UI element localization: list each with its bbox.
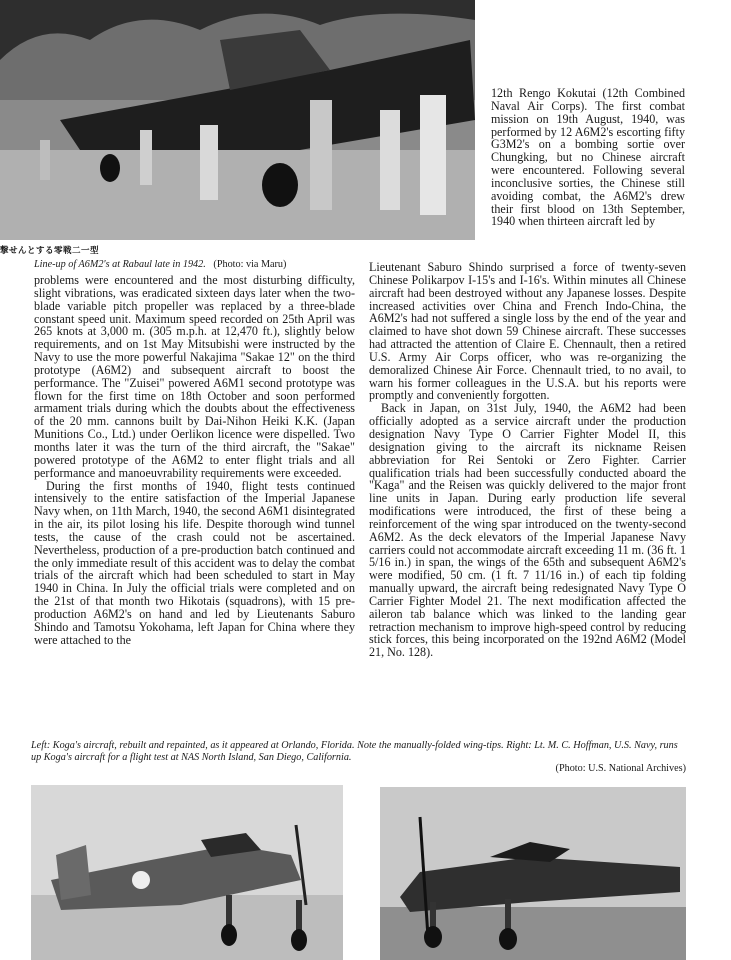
- japanese-photo-caption: 撃せんとする零戦二一型: [0, 246, 100, 256]
- paragraph: During the first months of 1940, flight tests continued intensively to the entire satisfaction of the Imperial Japanese Navy when, on 11th March, 1940, the second A6M1 disintegrated in the air, its pilot losing his life. Despite thorough wind tunnel tests, the cause of the crash could not be ascertained. Nevertheless, production of a pre-production batch continued and the only immediate result of this accident was to delay the combat trials of the aircraft which had been scheduled to start in May 1940 in China. In July the official trials were completed and on the 21st of that month two Hikotais (squadrons), with 15 pre-production A6M2's on hand and led by Lieutenants Saburo Shindo and Tamotsu Yokohama, left Japan for China where they were attached to the: [34, 478, 355, 647]
- top-photo-credit: (Photo: via Maru): [213, 259, 287, 270]
- top-photo-caption-text: Line-up of A6M2's at Rabaul late in 1942.: [34, 259, 206, 270]
- bottom-photo-caption-text: Left: Koga's aircraft, rebuilt and repainted, as it appeared at Orlando, Florida. Note the manually-folded wing-tips. Right: Lt. M. C. Hoffman, U.S. Navy, runs up Koga's aircraft for a flight test at NAS North Island, San Diego, California.: [31, 740, 678, 763]
- right-column-top: [491, 87, 685, 228]
- paragraph: Back in Japan, on 31st July, 1940, the A6M2 had been officially adopted as a service aircraft under the production designation Navy Type O Carrier Fighter Model II, this designation giving to the aircraft its nickname Reisen abbreviation for Rei Sentoki or Zero Fighter. Carrier qualification trials had been successfully conducted aboard the "Kaga" and the Reisen was quickly delivered to the major front line units in Japan. During early production life several modifications were introduced, the first of these being a reinforcement of the wing spar introduced on the twenty-second A6M2. As the deck elevators of the Imperial Japanese Navy carriers could not accommodate aircraft exceeding 11 m. (36 ft. 1 5/16 in.) in span, the wings of the 65th and subsequent A6M2's were modified, 50 cm. (1 ft. 7 11/16 in.) of each tip folding manually upward, the aircraft being redesignated Navy Type O Carrier Fighter Model 21. The next modification affected the aileron tab balance which was linked to the landing gear retraction mechanism to improve high-speed control by reducing stick forces, this being incorporated on the 192nd A6M2 (Model 21, No. 128).: [369, 401, 686, 660]
- bottom-photo-credit: (Photo: U.S. National Archives): [555, 763, 686, 775]
- top-photo-caption: [34, 259, 364, 271]
- paragraph: 12th Rengo Kokutai (12th Combined Naval Air Corps). The first combat mission on 19th August, 1940, was performed by 12 A6M2's escorting fifty G3M2's on a bombing sortie over Chungking, but no Chinese aircraft were encountered. Following several inconclusive sorties, the Chinese still avoiding combat, the A6M2's drew their first blood on 13th September, 1940 when thirteen aircraft led by: [491, 86, 685, 229]
- bottom-left-photo: [31, 785, 343, 960]
- bottom-photo-caption: [31, 740, 686, 775]
- right-column-bottom: [369, 261, 686, 659]
- top-photo: [0, 0, 475, 240]
- left-column: [34, 274, 355, 646]
- bottom-right-photo: [380, 787, 686, 960]
- paragraph: problems were encountered and the most disturbing difficulty, slight vibrations, was eradicated sixteen days later when the two-blade variable pitch propeller was replaced by a three-blade constant speed unit. Maximum speed recorded on 25th April was 265 knots at 3,000 m. (305 m.p.h. at 12,470 ft.), slightly below requirements, and on 1st May Mitsubishi were instructed by the Navy to use the more powerful Nakajima "Sakae 12" on the third prototype (A6M2) and subsequent aircraft to boost the performance. The "Zuisei" powered A6M1 second prototype was flown for the first time on 18th October and soon performed armament trials during which the doubts about the effectiveness of the 20 mm. cannons built by Dai-Nihon Heiki K.K. (Japan Munitions Co., Ltd.) under Oerlikon licence were dispelled. Two months later it was the turn of the third aircraft, the "Sakae" powered prototype of the A6M2 to enter flight trials and all performance and manoeuvrability requirements were exceeded.: [34, 273, 355, 480]
- paragraph: Lieutenant Saburo Shindo surprised a force of twenty-seven Chinese Polikarpov I-15's and I-16's. Within minutes all Chinese aircraft had been destroyed without any Japanese losses. Despite increased activities over China and French Indo-China, the A6M2's had not suffered a single loss by the end of the year and claimed to have shot down 59 Chinese aircraft. These successes had attracted the attention of Claire E. Chennault, then a retired U.S. Army Air Corps officer, who was re-organizing the demoralized Chinese Air Force. Chennault tried, to no avail, to warn his former colleagues in the U.S.A. but his reports were promptly and conveniently forgotten.: [369, 260, 686, 403]
